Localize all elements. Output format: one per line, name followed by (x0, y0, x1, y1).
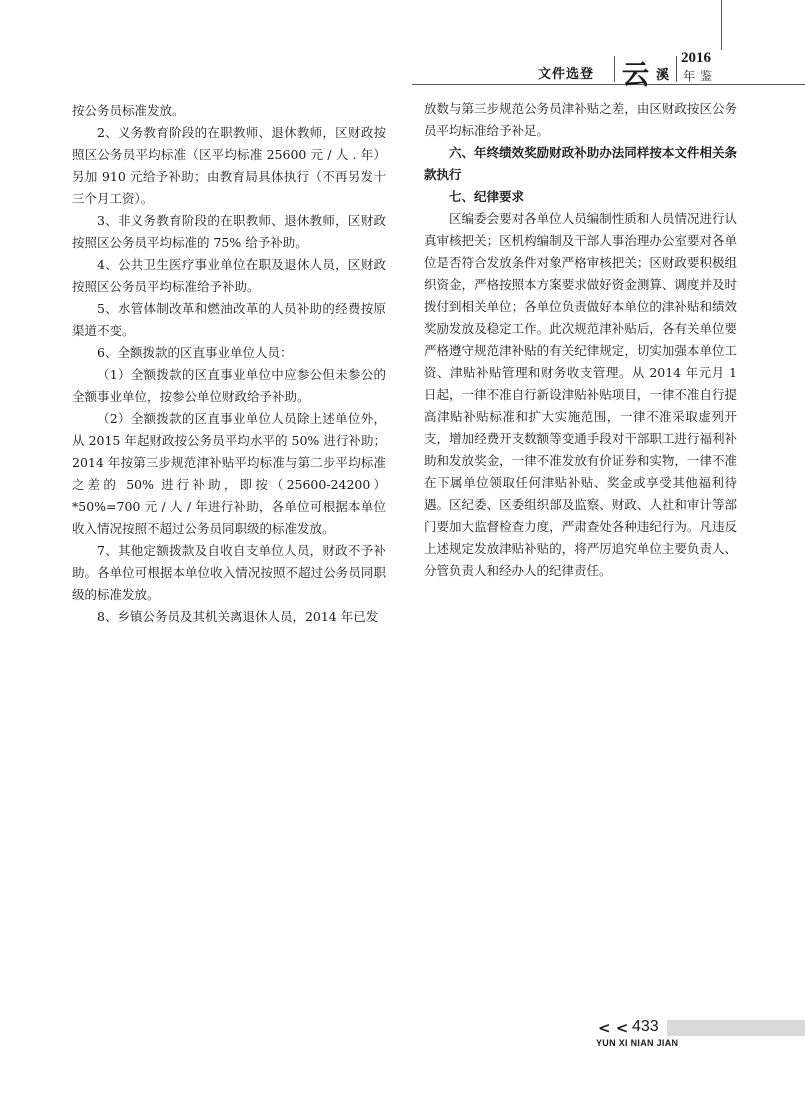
section-heading: 六、年终绩效奖励财政补助办法同样按本文件相关条款执行 (424, 145, 737, 182)
paragraph: 3、非义务教育阶段的在职教师、退休教师，区财政按照区公务员平均标准的 75% 给予补助。 (72, 213, 386, 250)
header-separator (676, 56, 677, 82)
yearbook-logo-xi: 溪 (656, 68, 670, 83)
paragraph: （1）全额拨款的区直事业单位中应参公但未参公的全额事业单位，按参公单位财政给予补助。 (72, 367, 386, 404)
right-text-column (424, 98, 737, 582)
paragraph: 按公务员标准发放。 (72, 103, 185, 118)
paragraph: 8、乡镇公务员及其机关离退休人员，2014 年已发 (97, 609, 379, 624)
paragraph: 6、全额拨款的区直事业单位人员： (97, 345, 293, 360)
paragraph: 放数与第三步规范公务员津补贴之差，由区财政按区公务员平均标准给予补足。 (424, 101, 737, 138)
header-rule (412, 84, 805, 85)
page-number: 433 (632, 1018, 659, 1035)
left-text-column (72, 100, 386, 628)
footer-title: YUN XI NIAN JIAN (596, 1038, 679, 1048)
yearbook-year: 2016 (681, 50, 711, 66)
paragraph: 5、水管体制改革和燃油改革的人员补助的经费按原渠道不变。 (72, 301, 386, 338)
paragraph: 7、其他定额拨款及自收自支单位人员，财政不予补助。各单位可根据本单位收入情况按照不超过公务员同职级的标准发放。 (72, 543, 386, 602)
footer-bar (667, 1020, 805, 1036)
paragraph: 2、义务教育阶段的在职教师、退休教师，区财政按照区公务员平均标准（区平均标准 25600 元 / 人 . 年）另加 910 元给予补助；由教育局具体执行（不再另发十三个月工资）。 (72, 125, 386, 206)
yearbook-logo-yun: 云 (622, 60, 649, 91)
paragraph: 4、公共卫生医疗事业单位在职及退休人员，区财政按照区公务员平均标准给予补助。 (72, 257, 386, 294)
paragraph: （2）全额拨款的区直事业单位人员除上述单位外，从 2015 年起财政按公务员平均水平的 50% 进行补助；2014 年按第三步规范津补贴平均标准与第二步平均标准之差的 50% 进行补助，即按（25600-24200）*50%=700 元 / 人 / 年进行补助，各单位可根据本单位收入情况按照不超过公务员同职级的标准发放。 (72, 411, 386, 536)
header-separator (614, 56, 615, 82)
paragraph: 区编委会要对各单位人员编制性质和人员情况进行认真审核把关；区机构编制及干部人事治理办公室要对各单位是否符合发放条件对象严格审核把关；区财政要积极组织资金，严格按照本方案要求做好资金测算、调度并及时拨付到相关单位；各单位负责做好本单位的津补贴和绩效奖励发放及稳定工作。此次规范津补贴后，各有关单位要严格遵守规范津补贴的有关纪律规定，切实加强本单位工资、津贴补贴管理和财务收支管理。从 2014 年元月 1 日起，一律不准自行新设津贴补贴项目，一律不准自行提高津贴补贴标准和扩大实施范围，一律不准采取虚列开支，增加经费开支数额等变通手段对干部职工进行福利补助和发放奖金，一律不准发放有价证券和实物，一律不准在下属单位领取任何津贴补贴、奖金或享受其他福利待遇。区纪委、区委组织部及监察、财政、人社和审计等部门要加大监督检查力度，严肃查处各种违纪行为。凡违反上述规定发放津贴补贴的，将严厉追究单位主要负责人、分管负责人和经办人的纪律责任。 (424, 211, 737, 578)
section-label: 文件选登 (538, 67, 595, 82)
section-heading: 七、纪律要求 (449, 189, 525, 204)
page-arrows: < < (598, 1019, 629, 1037)
top-vertical-rule (721, 0, 722, 50)
yearbook-label: 年鉴 (683, 69, 718, 83)
